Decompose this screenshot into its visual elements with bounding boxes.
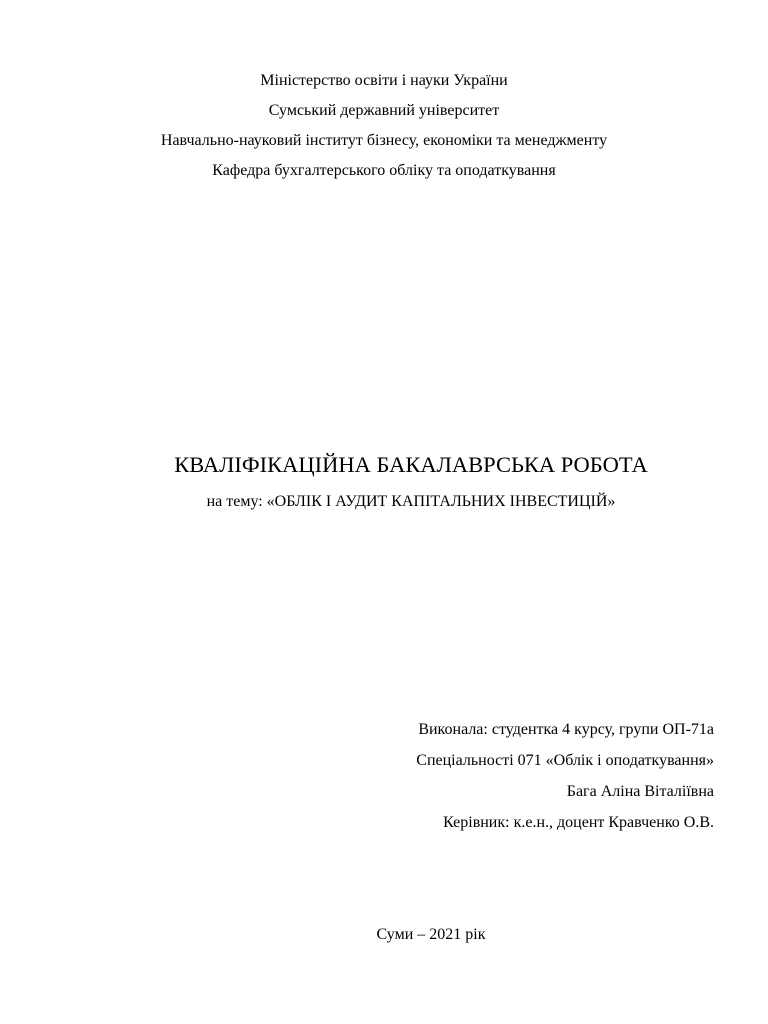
institution-header	[0, 66, 768, 186]
ministry-line: Міністерство освіти і науки України	[260, 72, 508, 89]
department-line: Кафедра бухгалтерського обліку та оподаткування	[212, 162, 556, 179]
specialty-line: Спеціальності 071 «Облік і оподаткування»	[416, 752, 714, 769]
document-title: КВАЛІФІКАЦІЙНА БАКАЛАВРСЬКА РОБОТА	[174, 452, 648, 477]
author-name: Бага Аліна Віталіївна	[566, 783, 714, 800]
performed-by-line: Виконала: студентка 4 курсу, групи ОП-71а	[418, 721, 714, 738]
thesis-topic: на тему: «ОБЛІК І АУДИТ КАПІТАЛЬНИХ ІНВЕСТИЦІЙ»	[206, 493, 616, 510]
supervisor-line: Керівник: к.е.н., доцент Кравченко О.В.	[443, 814, 714, 831]
author-block	[416, 714, 714, 838]
institute-line: Навчально-науковий інститут бізнесу, економіки та менеджменту	[160, 132, 608, 149]
city-year: Суми – 2021 рік	[376, 926, 486, 943]
university-line: Сумський державний університет	[268, 102, 500, 119]
